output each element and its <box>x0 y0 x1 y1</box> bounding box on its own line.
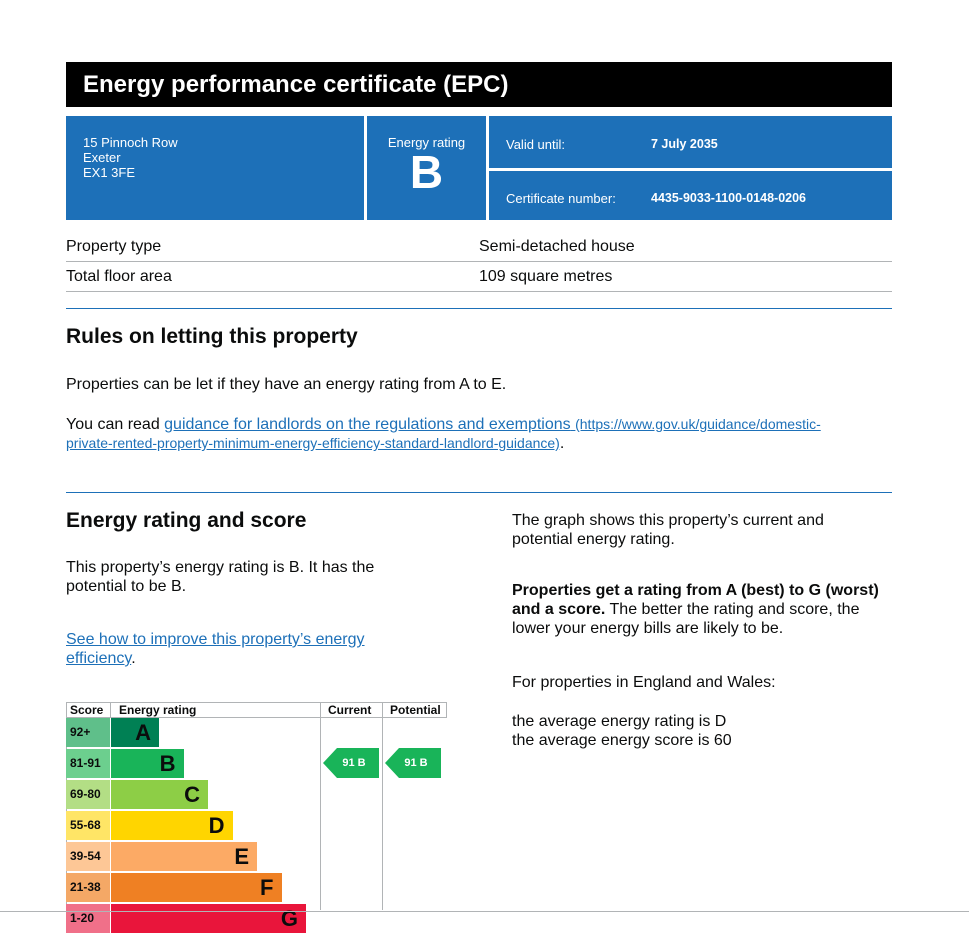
average-score: the average energy score is 60 <box>512 732 732 749</box>
band-letter-d: D <box>208 813 225 838</box>
improve-efficiency-link[interactable] <box>66 631 365 667</box>
score-column-header: Score <box>70 703 104 717</box>
address-line-3: EX1 3FE <box>83 165 136 180</box>
rating-summary-line-2: potential to be B. <box>66 578 187 595</box>
chart-potential-divider <box>382 702 383 910</box>
band-score-c: 69-80 <box>66 780 110 809</box>
property-type-row <box>66 232 892 262</box>
band-letter-e: E <box>234 844 249 869</box>
average-rating: the average energy rating is D <box>512 713 727 730</box>
improve-efficiency-text <box>66 630 365 668</box>
rating-scale-text <box>512 581 879 638</box>
potential-rating-arrow-label: 91 B <box>404 757 428 769</box>
band-letter-g: G <box>280 906 298 931</box>
property-type-label: Property type <box>66 238 162 255</box>
average-text <box>512 712 732 750</box>
improve-suffix: . <box>131 650 136 667</box>
property-address <box>66 116 364 220</box>
band-bar-a <box>111 718 159 747</box>
energy-rating-label: Energy rating <box>387 135 466 150</box>
letting-rule-text: Properties can be let if they have an energy rating from A to E. <box>66 376 507 393</box>
band-score-d: 55-68 <box>66 811 110 840</box>
rating-scale-rest-2: The better the rating and score, the <box>605 601 860 618</box>
guidance-prefix: You can read <box>66 416 165 433</box>
band-letter-a: A <box>135 720 151 745</box>
energy-rating-box <box>367 116 486 220</box>
band-bar-b <box>111 749 184 778</box>
guidance-suffix: . <box>559 435 565 452</box>
rating-scale-line-3: lower your energy bills are likely to be. <box>512 620 784 637</box>
band-letter-c: C <box>184 782 200 807</box>
landlord-guidance-url-part1[interactable]: (https://www.gov.uk/guidance/domestic- <box>575 416 821 432</box>
improve-link-line-1[interactable]: See how to improve this property’s energy <box>66 631 365 648</box>
rating-scale-bold-2: and a score. <box>512 601 606 618</box>
band-letter-f: F <box>260 875 274 900</box>
band-bar-d <box>111 811 233 840</box>
improve-link-line-2[interactable]: efficiency <box>66 650 132 667</box>
floor-area-row <box>66 262 892 292</box>
band-score-b: 81-91 <box>66 749 110 778</box>
band-score-f: 21-38 <box>66 873 110 902</box>
landlord-guidance-link-text[interactable]: guidance for landlords on the regulations and exemptions <box>164 416 571 433</box>
band-bar-c <box>111 780 208 809</box>
band-score-e: 39-54 <box>66 842 110 871</box>
property-type-value: Semi-detached house <box>479 238 635 255</box>
valid-until-value: 7 July 2035 <box>651 137 718 151</box>
floor-area-label: Total floor area <box>66 268 172 285</box>
band-bar-f <box>111 873 282 902</box>
landlord-guidance-link[interactable] <box>66 416 821 452</box>
chart-current-divider <box>320 702 321 910</box>
page-title: Energy performance certificate (EPC) <box>66 62 892 107</box>
rating-summary-line-1: This property’s energy rating is B. It has the <box>66 559 375 576</box>
band-bar-e <box>111 842 257 871</box>
valid-until-row <box>489 116 892 168</box>
certificate-number-label: Certificate number: <box>506 191 616 206</box>
floor-area-value: 109 square metres <box>479 268 613 285</box>
energy-rating-letter: B <box>409 146 444 198</box>
section-divider <box>66 308 892 309</box>
chart-score-divider <box>110 702 111 718</box>
current-column-header: Current <box>328 703 372 717</box>
region-text: For properties in England and Wales: <box>512 674 776 691</box>
letting-heading: Rules on letting this property <box>66 325 358 348</box>
potential-column-header: Potential <box>390 703 441 717</box>
landlord-guidance-url-part2[interactable]: private-rented-property-minimum-energy-efficiency-standard-landlord-guidance) <box>66 435 560 451</box>
current-rating-arrow <box>323 748 379 778</box>
band-score-a: 92+ <box>66 718 110 747</box>
section-divider-2 <box>66 492 892 493</box>
page-bottom-rule <box>0 911 969 912</box>
address-line-1: 15 Pinnoch Row <box>83 135 178 150</box>
letting-guidance-text <box>66 415 896 453</box>
current-rating-arrow-label: 91 B <box>342 757 366 769</box>
rating-scale-line-1 <box>512 581 879 600</box>
rating-scale-bold-1: Properties get a rating from A (best) to G (worst) <box>512 582 879 599</box>
valid-until-label: Valid until: <box>506 137 566 152</box>
potential-rating-arrow <box>385 748 441 778</box>
rating-column-header: Energy rating <box>119 703 197 717</box>
graph-description-line-1: The graph shows this property’s current and <box>512 512 824 529</box>
rating-scale-line-2 <box>512 600 879 619</box>
certificate-number-value: 4435-9033-1100-0148-0206 <box>651 191 806 205</box>
band-score-g: 1-20 <box>66 904 110 933</box>
address-line-2: Exeter <box>83 150 121 165</box>
chart-right-border <box>446 702 447 718</box>
band-bar-g <box>111 904 306 933</box>
band-letter-b: B <box>159 751 176 776</box>
graph-description <box>512 511 824 549</box>
score-heading: Energy rating and score <box>66 509 307 532</box>
graph-description-line-2: potential energy rating. <box>512 531 675 548</box>
certificate-number-row <box>489 171 892 220</box>
rating-summary <box>66 558 374 596</box>
energy-rating-chart <box>66 702 447 931</box>
